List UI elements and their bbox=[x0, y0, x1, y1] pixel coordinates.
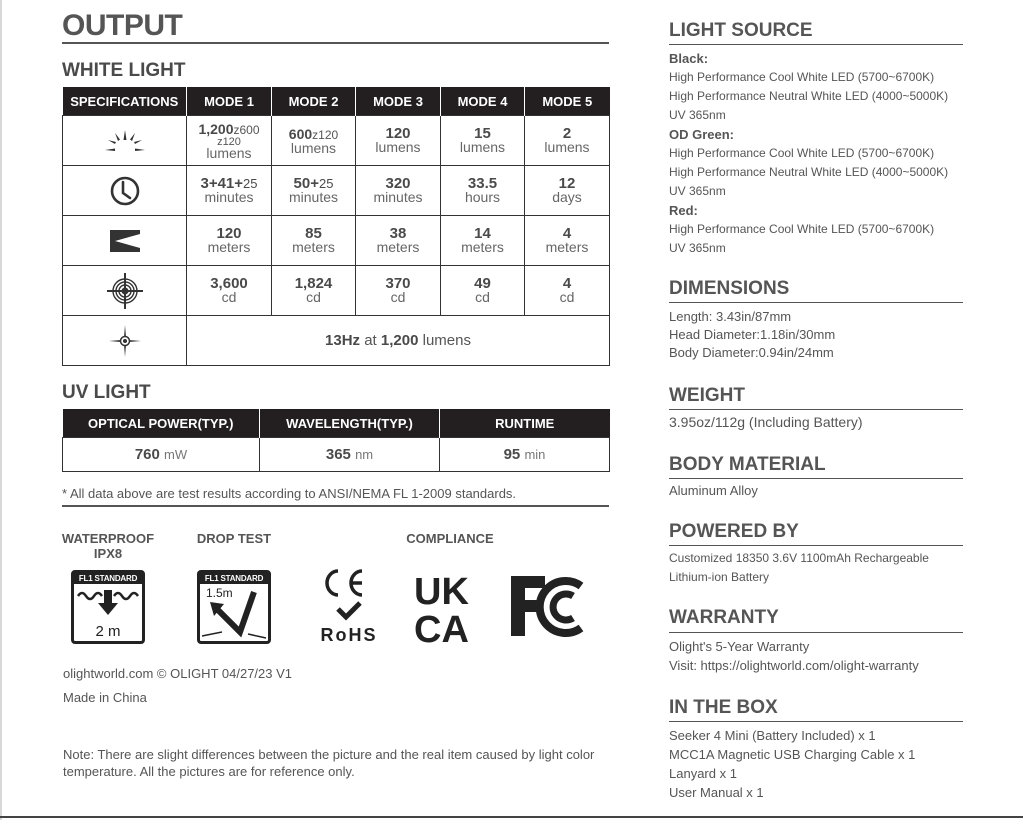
footnote-divider bbox=[62, 505, 609, 507]
brightness-mode-1: 1,200z600 z120 lumens bbox=[187, 116, 272, 166]
distance-mode-3: 38 meters bbox=[356, 216, 441, 266]
copyright-text: olightworld.com © OLIGHT 04/27/23 V1 bbox=[63, 666, 293, 681]
peak-intensity-icon bbox=[63, 266, 187, 316]
white-light-header-row bbox=[63, 87, 610, 116]
brightness-icon bbox=[63, 116, 187, 166]
header-runtime: RUNTIME bbox=[440, 409, 610, 438]
table-row-brightness bbox=[63, 116, 610, 166]
in-the-box-divider bbox=[669, 721, 963, 722]
runtime-mode-3: 320 minutes bbox=[356, 166, 441, 216]
in-the-box-title: IN THE BOX bbox=[669, 697, 778, 718]
dimensions-list: Length: 3.43in/87mm Head Diameter:1.18in/30mm Body Diameter:0.94in/24mm bbox=[669, 309, 836, 360]
runtime-mode-5: 12 days bbox=[525, 166, 610, 216]
light-source-divider bbox=[669, 44, 963, 45]
header-mode-3: MODE 3 bbox=[356, 87, 441, 116]
drop-test-badge: FL1 STANDARD 1.5m bbox=[197, 570, 271, 644]
waterproof-badge: FL1 STANDARD 2 m bbox=[71, 570, 145, 644]
intensity-mode-3: 370 cd bbox=[356, 266, 441, 316]
powered-by-list: Customized 18350 3.6V 1100mAh Rechargeable Lithium-ion Battery bbox=[669, 551, 929, 584]
strobe-value: 13Hz at 1,200 lumens bbox=[187, 316, 610, 366]
uv-light-title: UV LIGHT bbox=[62, 382, 151, 403]
test-standard-footnote: * All data above are test results according to ANSI/NEMA FL 1-2009 standards. bbox=[62, 486, 517, 501]
powered-by-divider bbox=[669, 545, 963, 546]
intensity-mode-5: 4 cd bbox=[525, 266, 610, 316]
dimensions-divider bbox=[669, 302, 963, 303]
header-mode-5: MODE 5 bbox=[525, 87, 610, 116]
body-material-divider bbox=[669, 478, 963, 479]
light-source-list: Black: High Performance Cool White LED (5700~6700K) High Performance Neutral White LED (4000~5000K) UV 365nm OD Green: High Performance Cool White LED (5700~6700K) High Performance Neutral White LED (4000~5000K) UV 365nm Red: High Performance Cool White LED (5700~6700K) UV 365nm bbox=[669, 51, 949, 255]
beam-distance-icon bbox=[63, 216, 187, 266]
brightness-mode-2: 600z120 lumens bbox=[272, 116, 356, 166]
runtime-mode-2: 50+25 minutes bbox=[272, 166, 356, 216]
uv-runtime: 95 min bbox=[440, 438, 610, 472]
weight-value: 3.95oz/112g (Including Battery) bbox=[669, 414, 863, 430]
header-mode-4: MODE 4 bbox=[441, 87, 525, 116]
white-light-title: WHITE LIGHT bbox=[62, 60, 186, 81]
strobe-icon bbox=[63, 316, 187, 366]
output-title: OUTPUT bbox=[62, 9, 183, 42]
header-specifications: SPECIFICATIONS bbox=[63, 87, 187, 116]
warranty-list: Olight's 5-Year Warranty Visit: https://olightworld.com/olight-warranty bbox=[669, 639, 919, 673]
intensity-mode-1: 3,600 cd bbox=[187, 266, 272, 316]
distance-mode-2: 85 meters bbox=[272, 216, 356, 266]
header-optical-power: OPTICAL POWER(TYP.) bbox=[63, 409, 260, 438]
distance-mode-1: 120 meters bbox=[187, 216, 272, 266]
clock-icon bbox=[63, 166, 187, 216]
intensity-mode-4: 49 cd bbox=[441, 266, 525, 316]
table-row-strobe bbox=[63, 316, 610, 366]
drop-test-label: DROP TEST bbox=[196, 531, 272, 546]
svg-text:UK: UK bbox=[414, 571, 469, 613]
body-material-title: BODY MATERIAL bbox=[669, 454, 826, 475]
in-the-box-list: Seeker 4 Mini (Battery Included) x 1 MCC1A Magnetic USB Charging Cable x 1 Lanyard x 1 User Manual x 1 bbox=[669, 728, 916, 800]
made-in-text: Made in China bbox=[63, 690, 147, 705]
distance-mode-5: 4 meters bbox=[525, 216, 610, 266]
page-left-edge bbox=[0, 0, 2, 820]
header-mode-1: MODE 1 bbox=[187, 87, 272, 116]
output-divider bbox=[62, 42, 609, 44]
uv-wavelength: 365 nm bbox=[260, 438, 440, 472]
distance-mode-4: 14 meters bbox=[441, 216, 525, 266]
weight-title: WEIGHT bbox=[669, 385, 745, 406]
warranty-title: WARRANTY bbox=[669, 607, 779, 628]
drop-impact-icon bbox=[200, 584, 268, 642]
runtime-mode-4: 33.5 hours bbox=[441, 166, 525, 216]
uv-value-row bbox=[63, 438, 610, 472]
warranty-divider bbox=[669, 632, 963, 633]
weight-divider bbox=[669, 409, 963, 410]
uv-optical-power: 760 mW bbox=[63, 438, 260, 472]
waterproof-label: WATERPROOF IPX8 bbox=[61, 531, 155, 561]
light-source-title: LIGHT SOURCE bbox=[669, 20, 813, 41]
svg-text:CA: CA bbox=[414, 609, 469, 644]
dimensions-title: DIMENSIONS bbox=[669, 278, 790, 299]
compliance-label: COMPLIANCE bbox=[406, 531, 494, 546]
powered-by-title: POWERED BY bbox=[669, 521, 799, 542]
ukca-logo bbox=[414, 570, 482, 644]
header-wavelength: WAVELENGTH(TYP.) bbox=[260, 409, 440, 438]
runtime-mode-1: 3+41+25 minutes bbox=[187, 166, 272, 216]
body-material-value: Aluminum Alloy bbox=[669, 483, 758, 498]
brightness-mode-3: 120 lumens bbox=[356, 116, 441, 166]
table-row-distance bbox=[63, 216, 610, 266]
intensity-mode-2: 1,824 cd bbox=[272, 266, 356, 316]
fcc-logo bbox=[509, 574, 587, 640]
white-light-table bbox=[62, 87, 610, 366]
brightness-mode-4: 15 lumens bbox=[441, 116, 525, 166]
water-drop-icon bbox=[74, 584, 142, 620]
disclaimer-note: Note: There are slight differences between the picture and the real item caused by light color temperature. All the pictures are for reference only. bbox=[63, 747, 595, 779]
header-mode-2: MODE 2 bbox=[272, 87, 356, 116]
svg-text:RoHS: RoHS bbox=[320, 625, 378, 645]
table-row-runtime bbox=[63, 166, 610, 216]
brightness-mode-5: 2 lumens bbox=[525, 116, 610, 166]
uv-header-row bbox=[63, 409, 610, 438]
ce-rohs-logo bbox=[316, 565, 382, 645]
table-row-intensity bbox=[63, 266, 610, 316]
uv-light-table bbox=[62, 409, 610, 472]
warranty-link[interactable]: Visit: https://olightworld.com/olight-warranty bbox=[669, 658, 919, 673]
page-bottom-rule bbox=[0, 816, 1023, 818]
